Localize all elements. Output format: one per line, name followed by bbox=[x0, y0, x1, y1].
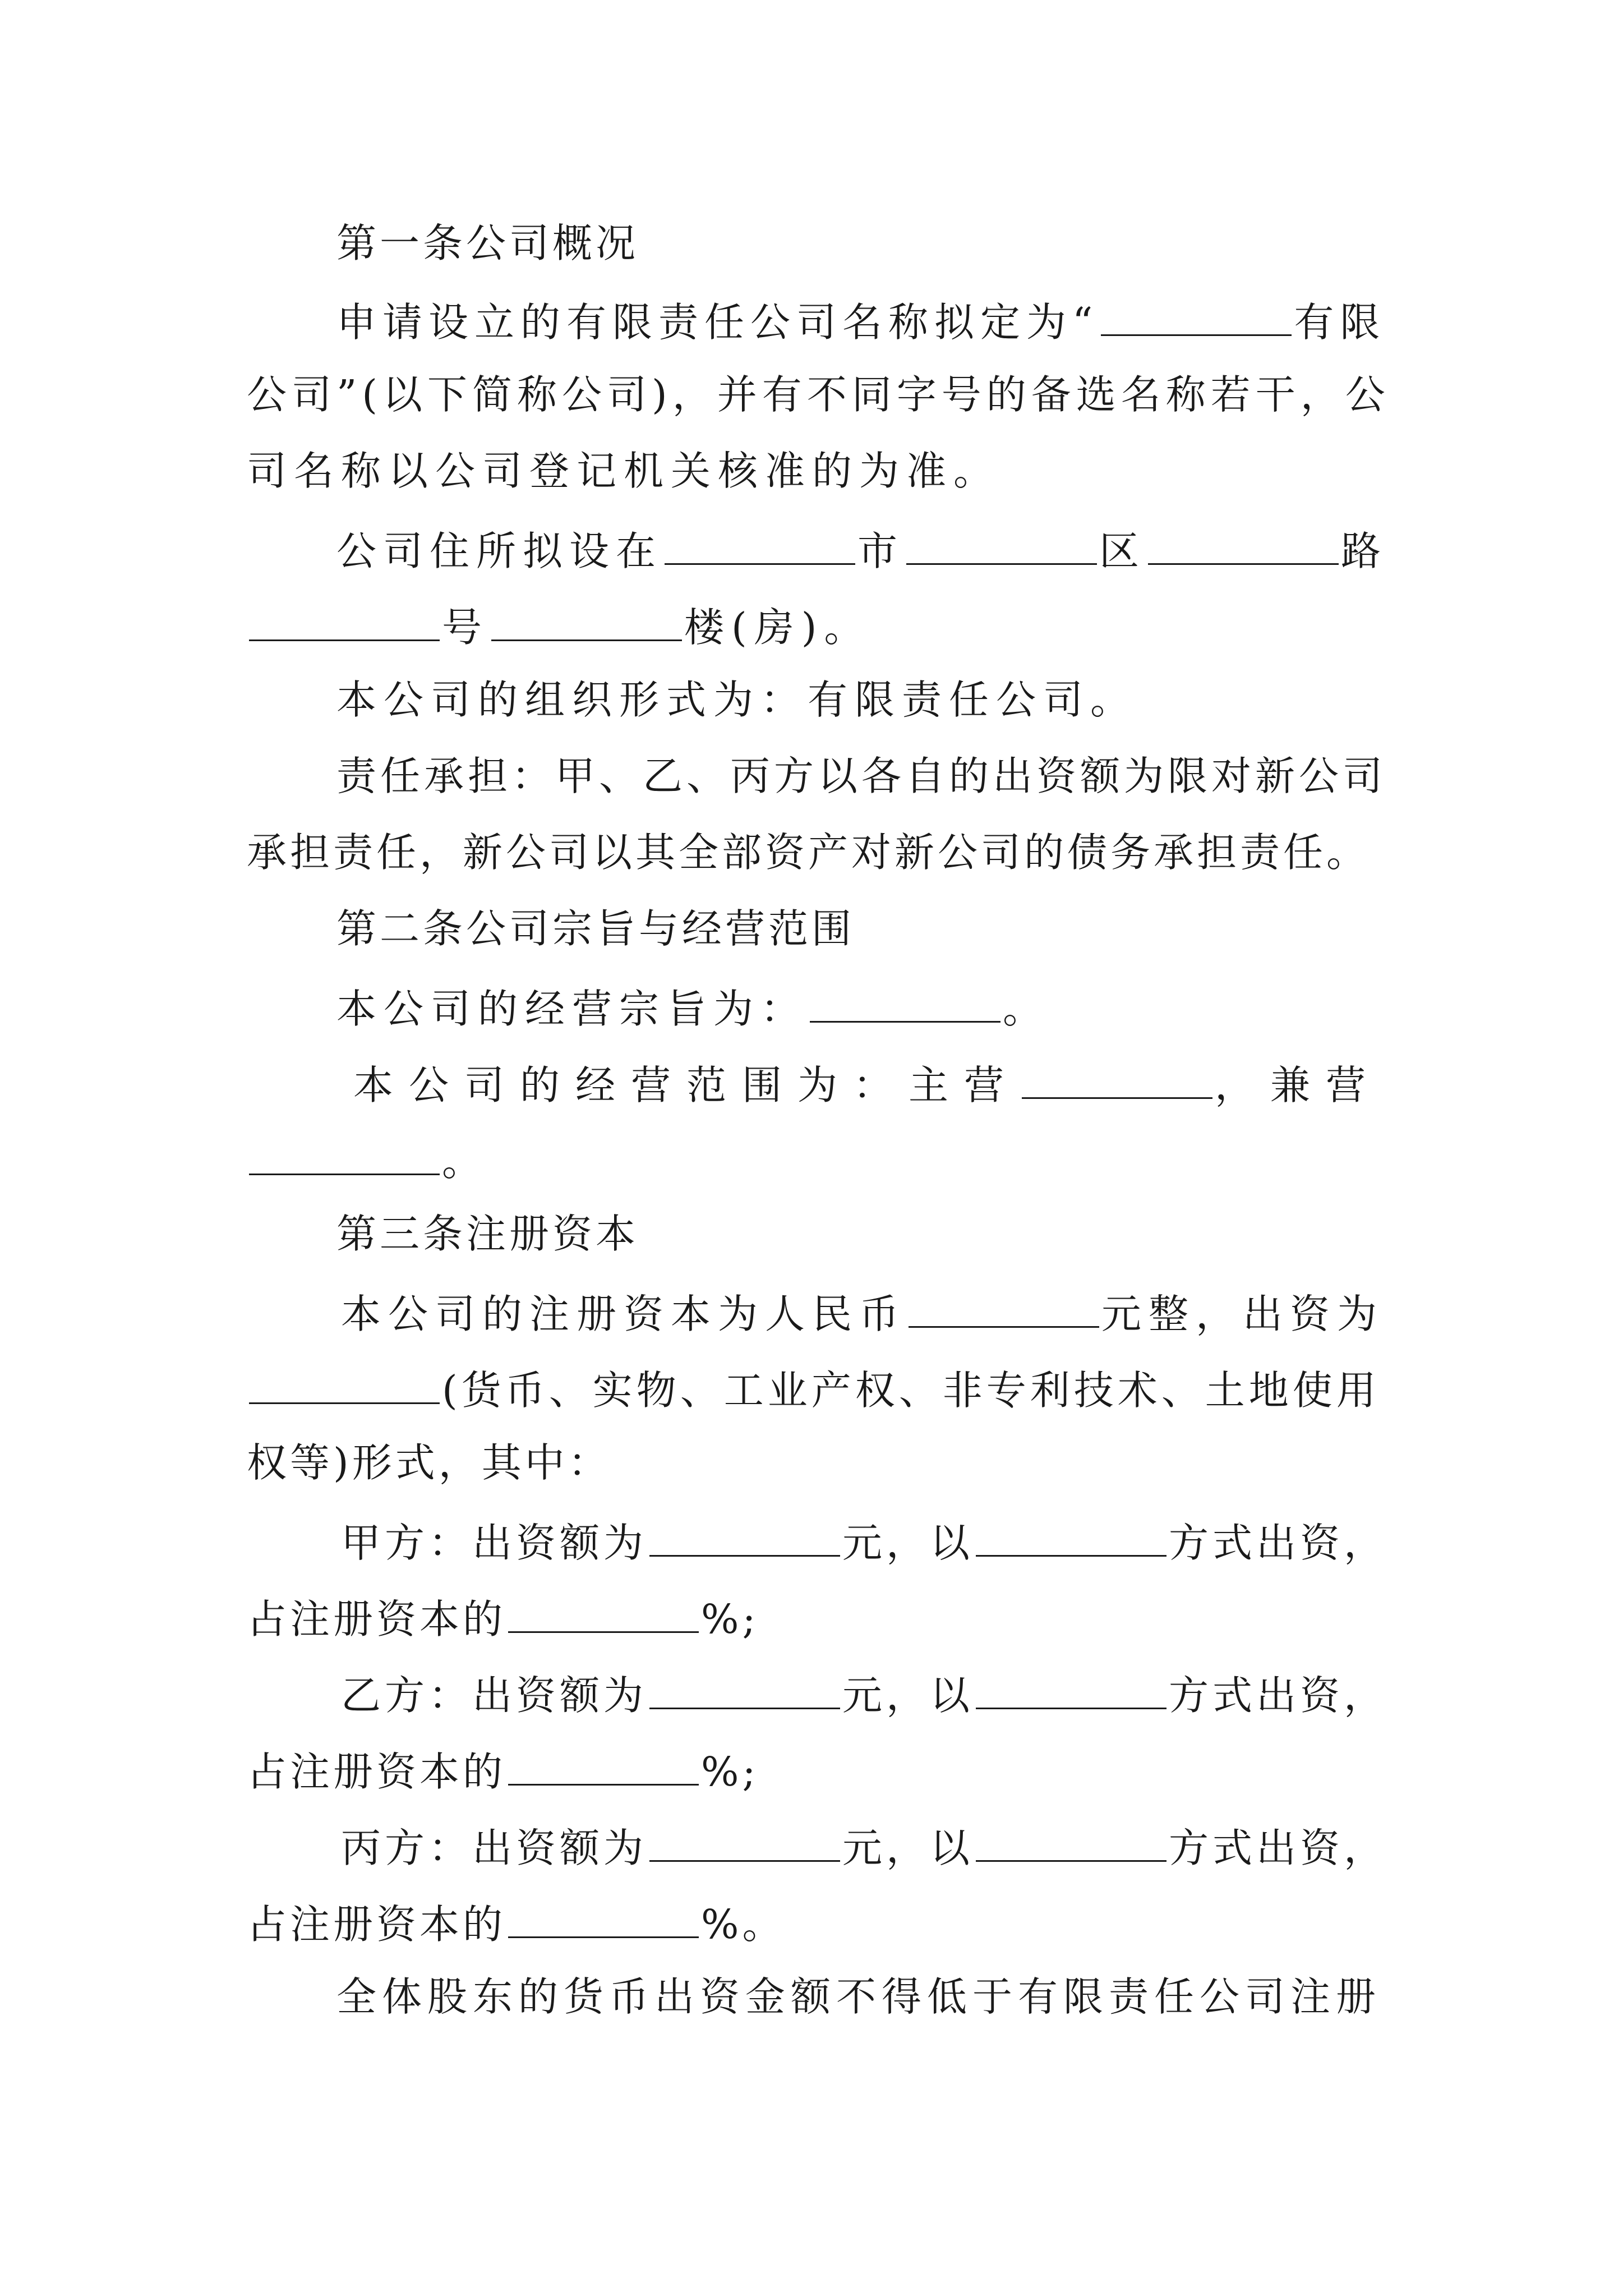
party-c-line1 bbox=[341, 1824, 1388, 1871]
purpose-pre: 本公司的经营宗旨为： bbox=[336, 985, 808, 1032]
address-number: 号 bbox=[442, 604, 490, 651]
party-b-amount-blank[interactable] bbox=[649, 1672, 840, 1709]
party-c-share-end: %。 bbox=[701, 1901, 786, 1948]
article1-heading: 第一条公司概况 bbox=[336, 220, 639, 266]
party-a-line2 bbox=[247, 1595, 759, 1642]
address-district: 区 bbox=[1099, 527, 1146, 574]
party-c-line2 bbox=[247, 1901, 786, 1948]
capital-amount-blank[interactable] bbox=[909, 1290, 1099, 1328]
party-c-yuan: 元，以 bbox=[842, 1824, 974, 1871]
address-city: 市 bbox=[857, 527, 905, 574]
party-c-share-blank[interactable] bbox=[508, 1901, 699, 1938]
party-a-label: 甲方：出资额为 bbox=[341, 1519, 648, 1566]
address-road-blank[interactable] bbox=[1148, 527, 1339, 565]
address-city-blank[interactable] bbox=[665, 527, 855, 565]
address-building-blank[interactable] bbox=[491, 604, 682, 641]
company-name-suffix: 有限 bbox=[1294, 298, 1386, 346]
party-a-yuan: 元，以 bbox=[842, 1519, 974, 1566]
company-name-line3: 司名称以公司登记机关核准的为准。 bbox=[247, 448, 1001, 494]
party-b-share-pre: 占注册资本的 bbox=[247, 1748, 506, 1795]
party-b-yuan: 元，以 bbox=[842, 1672, 974, 1719]
party-a-method: 方式出资， bbox=[1169, 1519, 1388, 1566]
party-c-method-blank[interactable] bbox=[976, 1824, 1166, 1862]
article3-heading: 第三条注册资本 bbox=[336, 1211, 639, 1257]
capital-line1 bbox=[341, 1290, 1385, 1337]
party-a-method-blank[interactable] bbox=[976, 1519, 1166, 1557]
address-district-blank[interactable] bbox=[906, 527, 1097, 565]
party-c-share-pre: 占注册资本的 bbox=[247, 1901, 506, 1948]
capital-pre: 本公司的注册资本为人民币 bbox=[341, 1290, 907, 1337]
address-building: 楼(房)。 bbox=[684, 604, 872, 651]
capital-line2 bbox=[247, 1366, 1380, 1414]
purpose-line bbox=[336, 985, 1050, 1032]
scope-line1 bbox=[353, 1061, 1382, 1108]
party-a-amount-blank[interactable] bbox=[649, 1519, 840, 1557]
party-b-line1 bbox=[341, 1672, 1388, 1719]
party-a-share-blank[interactable] bbox=[508, 1595, 699, 1633]
company-name-pre: 申请设立的有限责任公司名称拟定为“ bbox=[336, 298, 1099, 346]
scope-secondary-blank[interactable] bbox=[249, 1138, 440, 1175]
address-line2 bbox=[247, 604, 872, 651]
capital-forms: (货币、实物、工业产权、非专利技术、土地使用 bbox=[442, 1366, 1380, 1414]
closing-line: 全体股东的货币出资金额不得低于有限责任公司注册 bbox=[336, 1973, 1382, 2020]
party-b-share-blank[interactable] bbox=[508, 1748, 699, 1786]
party-b-label: 乙方：出资额为 bbox=[341, 1672, 648, 1719]
party-b-share-end: %; bbox=[701, 1748, 759, 1795]
party-c-label: 丙方：出资额为 bbox=[341, 1824, 648, 1871]
capital-mid: 元整，出资为 bbox=[1101, 1290, 1385, 1337]
org-form-line: 本公司的组织形式为：有限责任公司。 bbox=[336, 677, 1138, 723]
scope-main-blank[interactable] bbox=[1022, 1061, 1212, 1099]
party-c-method: 方式出资， bbox=[1169, 1824, 1388, 1871]
party-a-share-end: %; bbox=[701, 1595, 759, 1642]
party-b-method: 方式出资， bbox=[1169, 1672, 1388, 1719]
address-road: 路 bbox=[1341, 527, 1388, 574]
party-c-amount-blank[interactable] bbox=[649, 1824, 840, 1862]
scope-pre: 本公司的经营范围为：主营 bbox=[353, 1061, 1020, 1108]
liability-line1: 责任承担：甲、乙、丙方以各自的出资额为限对新公司 bbox=[336, 753, 1387, 799]
address-line1 bbox=[336, 527, 1388, 574]
scope-end: 。 bbox=[442, 1138, 490, 1185]
address-pre: 公司住所拟设在 bbox=[336, 527, 663, 574]
party-a-line1 bbox=[341, 1519, 1388, 1566]
capital-line3: 权等)形式，其中： bbox=[247, 1439, 611, 1486]
liability-line2: 承担责任，新公司以其全部资产对新公司的债务承担责任。 bbox=[247, 829, 1370, 876]
purpose-end: 。 bbox=[1003, 985, 1050, 1032]
party-b-line2 bbox=[247, 1748, 759, 1795]
company-name-line1 bbox=[336, 298, 1386, 346]
article2-heading: 第二条公司宗旨与经营范围 bbox=[336, 905, 855, 952]
capital-form-blank[interactable] bbox=[249, 1366, 440, 1404]
address-number-blank[interactable] bbox=[249, 604, 440, 641]
party-b-method-blank[interactable] bbox=[976, 1672, 1166, 1709]
scope-mid: ，兼营 bbox=[1215, 1061, 1382, 1108]
company-name-line2: 公司”(以下简称公司)，并有不同字号的备选名称若干，公 bbox=[247, 371, 1390, 418]
company-name-blank[interactable] bbox=[1101, 298, 1292, 336]
scope-line2 bbox=[247, 1138, 490, 1185]
purpose-blank[interactable] bbox=[810, 985, 1000, 1023]
party-a-share-pre: 占注册资本的 bbox=[247, 1595, 506, 1642]
